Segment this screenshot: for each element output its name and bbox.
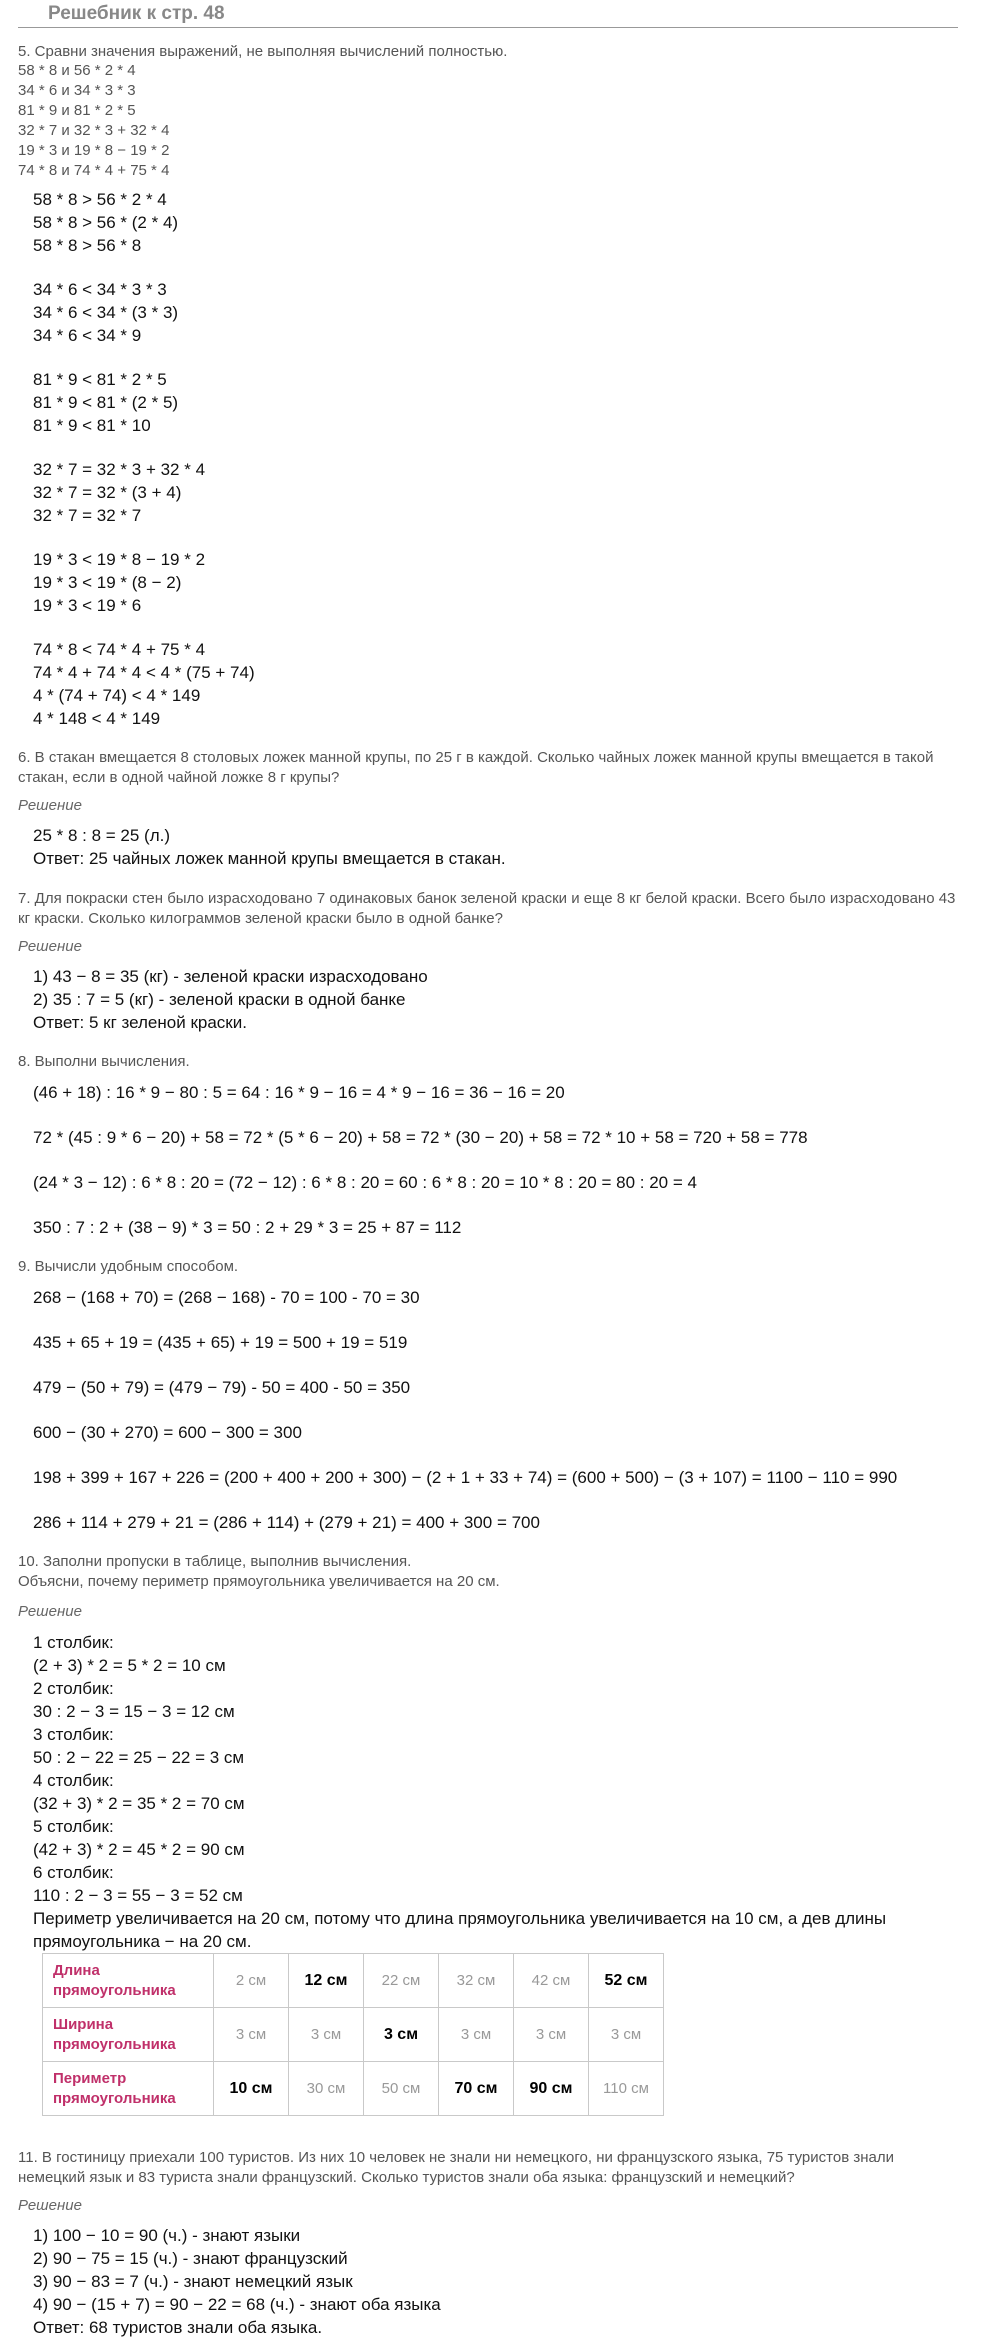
task10-condition: Объясни, почему периметр прямоугольника увеличивается на 20 см.	[18, 1573, 500, 1590]
task5-solution-line: 74 * 4 + 74 * 4 < 4 * (75 + 74)	[33, 663, 255, 682]
task8-solution-line: 72 * (45 : 9 * 6 − 20) + 58 = 72 * (5 * 6 − 20) + 58 = 72 * (30 − 20) + 58 = 72 * 10 + 58 = 720 + 58 = 778	[33, 1128, 808, 1147]
rectangle-table	[42, 1953, 664, 2116]
task11-solution-line: 2) 90 − 75 = 15 (ч.) - знают французский	[33, 2249, 348, 2268]
table-row	[43, 1954, 664, 2008]
task10-solution-line: 4 столбик:	[33, 1771, 114, 1790]
table-cell: 3 см	[289, 2008, 364, 2062]
table-cell: 10 см	[214, 2062, 289, 2116]
task6-answer: Ответ: 25 чайных ложек манной крупы вмещается в стакан.	[33, 849, 506, 868]
task9-solution-line: 198 + 399 + 167 + 226 = (200 + 400 + 200 + 300) − (2 + 1 + 33 + 74) = (600 + 500) − (3 + 107) = 1100 − 110 = 990	[33, 1468, 898, 1487]
task5-solution-line: 4 * 148 < 4 * 149	[33, 709, 161, 728]
task11-solution-line: 3) 90 − 83 = 7 (ч.) - знают немецкий язык	[33, 2272, 353, 2291]
task10-solution-line: 30 : 2 − 3 = 15 − 3 = 12 см	[33, 1702, 235, 1721]
row-header	[43, 1954, 214, 2008]
task8-solution-line: (24 * 3 − 12) : 6 * 8 : 20 = (72 − 12) : 6 * 8 : 20 = 60 : 6 * 8 : 20 = 10 * 8 : 20 = 80 : 20 = 4	[33, 1173, 697, 1192]
table-cell: 3 см	[514, 2008, 589, 2062]
task7-condition: 7. Для покраски стен было израсходовано 7 одинаковых банок зеленой краски и еще 8 кг белой краски. Всего было израсходовано 43 кг краски. Сколько килограммов зеленой краски было в одной банке?	[18, 890, 956, 927]
task10-solution-line: 110 : 2 − 3 = 55 − 3 = 52 см	[33, 1886, 243, 1905]
task5-solution-line: 58 * 8 > 56 * 8	[33, 236, 142, 255]
task8-solution-line: (46 + 18) : 16 * 9 − 80 : 5 = 64 : 16 * 9 − 16 = 4 * 9 − 16 = 36 − 16 = 20	[33, 1083, 565, 1102]
task6-condition: 6. В стакан вмещается 8 столовых ложек манной крупы, по 25 г в каждой. Сколько чайных ложек манной крупы вмещается в такой стакан, если в одной чайной ложке 8 г крупы?	[18, 749, 934, 786]
table-cell: 12 см	[289, 1954, 364, 2008]
table-cell: 30 см	[289, 2062, 364, 2116]
title-divider	[18, 27, 958, 28]
task11-solution-line: 4) 90 − (15 + 7) = 90 − 22 = 68 (ч.) - знают оба языка	[33, 2295, 441, 2314]
task5-item: 81 * 9 и 81 * 2 * 5	[18, 102, 136, 119]
task7-solution-label: Решение	[18, 938, 82, 955]
table-cell: 42 см	[514, 1954, 589, 2008]
task10-solution-line: (32 + 3) * 2 = 35 * 2 = 70 см	[33, 1794, 245, 1813]
row-header	[43, 2062, 214, 2116]
task6-solution-line: 25 * 8 : 8 = 25 (л.)	[33, 826, 171, 845]
task7-answer: Ответ: 5 кг зеленой краски.	[33, 1013, 247, 1032]
task5-solution-line: 19 * 3 < 19 * (8 − 2)	[33, 573, 182, 592]
task10-solution-line: 2 столбик:	[33, 1679, 114, 1698]
table-cell: 3 см	[364, 2008, 439, 2062]
table-cell: 90 см	[514, 2062, 589, 2116]
task10-solution-line: (42 + 3) * 2 = 45 * 2 = 90 см	[33, 1840, 245, 1859]
task11-solution-label: Решение	[18, 2197, 82, 2214]
task5-condition: 5. Сравни значения выражений, не выполняя вычислений полностью.	[18, 43, 508, 60]
task11-solution-line: 1) 100 − 10 = 90 (ч.) - знают языки	[33, 2226, 301, 2245]
task10-solution-line: 5 столбик:	[33, 1817, 114, 1836]
table-cell: 3 см	[439, 2008, 514, 2062]
task11-condition: 11. В гостиницу приехали 100 туристов. Из них 10 человек не знали ни немецкого, ни французского языка, 75 туристов знали немецкий язык и 83 туриста знали французский. Сколько туристов знали оба языка: французский и немецкий?	[18, 2149, 894, 2186]
task10-explanation: прямоугольника − на 20 см.	[33, 1932, 252, 1951]
task5-solution-line: 81 * 9 < 81 * 10	[33, 416, 151, 435]
table-cell: 3 см	[589, 2008, 664, 2062]
table-cell: 3 см	[214, 2008, 289, 2062]
table-cell: 32 см	[439, 1954, 514, 2008]
task10-solution-line: 3 столбик:	[33, 1725, 114, 1744]
task5-solution-line: 32 * 7 = 32 * (3 + 4)	[33, 483, 182, 502]
table-cell: 50 см	[364, 2062, 439, 2116]
task5-solution-line: 74 * 8 < 74 * 4 + 75 * 4	[33, 640, 206, 659]
task5-solution-line: 34 * 6 < 34 * 3 * 3	[33, 280, 167, 299]
task5-solution-line: 32 * 7 = 32 * 3 + 32 * 4	[33, 460, 206, 479]
task5-item: 32 * 7 и 32 * 3 + 32 * 4	[18, 122, 170, 139]
task5-solution-line: 32 * 7 = 32 * 7	[33, 506, 142, 525]
task5-item: 74 * 8 и 74 * 4 + 75 * 4	[18, 162, 170, 179]
task10-solution-line: 50 : 2 − 22 = 25 − 22 = 3 см	[33, 1748, 245, 1767]
task5-item: 19 * 3 и 19 * 8 − 19 * 2	[18, 142, 170, 159]
task10-explanation: Периметр увеличивается на 20 см, потому что длина прямоугольника увеличивается на 10 см, а дев длины	[33, 1909, 887, 1928]
task9-condition: 9. Вычисли удобным способом.	[18, 1258, 239, 1275]
page-title: Решебник к стр. 48	[48, 3, 225, 24]
task5-solution-line: 19 * 3 < 19 * 8 − 19 * 2	[33, 550, 206, 569]
row-header-line: прямоугольника	[53, 1981, 176, 1999]
table-cell: 52 см	[589, 1954, 664, 2008]
task9-solution-line: 268 − (168 + 70) = (268 − 168) - 70 = 100 - 70 = 30	[33, 1288, 420, 1307]
table-row	[43, 2008, 664, 2062]
task9-solution-line: 479 − (50 + 79) = (479 − 79) - 50 = 400 - 50 = 350	[33, 1378, 411, 1397]
row-header-line: прямоугольника	[53, 2089, 176, 2107]
task10-condition: 10. Заполни пропуски в таблице, выполнив вычисления.	[18, 1553, 412, 1570]
task6-solution-label: Решение	[18, 797, 82, 814]
task5-item: 34 * 6 и 34 * 3 * 3	[18, 82, 136, 99]
table-row	[43, 2062, 664, 2116]
task8-solution-line: 350 : 7 : 2 + (38 − 9) * 3 = 50 : 2 + 29 * 3 = 25 + 87 = 112	[33, 1218, 462, 1237]
task5-solution-line: 58 * 8 > 56 * 2 * 4	[33, 190, 167, 209]
task11-answer: Ответ: 68 туристов знали оба языка.	[33, 2318, 323, 2337]
task10-solution-line: 1 столбик:	[33, 1633, 114, 1652]
row-header-line: прямоугольника	[53, 2035, 176, 2053]
row-header-line: Длина	[53, 1961, 100, 1979]
task5-solution-line: 81 * 9 < 81 * (2 * 5)	[33, 393, 179, 412]
task7-solution-line: 1) 43 − 8 = 35 (кг) - зеленой краски израсходовано	[33, 967, 428, 986]
task5-solution-line: 81 * 9 < 81 * 2 * 5	[33, 370, 167, 389]
row-header-line: Периметр	[53, 2069, 127, 2087]
task9-solution-line: 435 + 65 + 19 = (435 + 65) + 19 = 500 + 19 = 519	[33, 1333, 408, 1352]
task7-solution-line: 2) 35 : 7 = 5 (кг) - зеленой краски в одной банке	[33, 990, 406, 1009]
task5-solution-line: 4 * (74 + 74) < 4 * 149	[33, 686, 201, 705]
task5-solution-line: 19 * 3 < 19 * 6	[33, 596, 142, 615]
task5-solution-line: 58 * 8 > 56 * (2 * 4)	[33, 213, 179, 232]
task5-solution-line: 34 * 6 < 34 * (3 * 3)	[33, 303, 179, 322]
task8-condition: 8. Выполни вычисления.	[18, 1053, 190, 1070]
task10-solution-line: 6 столбик:	[33, 1863, 114, 1882]
table-cell: 2 см	[214, 1954, 289, 2008]
task5-item: 58 * 8 и 56 * 2 * 4	[18, 62, 136, 79]
table-cell: 110 см	[589, 2062, 664, 2116]
task10-solution-line: (2 + 3) * 2 = 5 * 2 = 10 см	[33, 1656, 226, 1675]
row-header-line: Ширина	[53, 2015, 114, 2033]
task10-solution-label: Решение	[18, 1603, 82, 1620]
table-cell: 70 см	[439, 2062, 514, 2116]
table-cell: 22 см	[364, 1954, 439, 2008]
task5-solution-line: 34 * 6 < 34 * 9	[33, 326, 142, 345]
task9-solution-line: 286 + 114 + 279 + 21 = (286 + 114) + (279 + 21) = 400 + 300 = 700	[33, 1513, 540, 1532]
task9-solution-line: 600 − (30 + 270) = 600 − 300 = 300	[33, 1423, 302, 1442]
row-header	[43, 2008, 214, 2062]
